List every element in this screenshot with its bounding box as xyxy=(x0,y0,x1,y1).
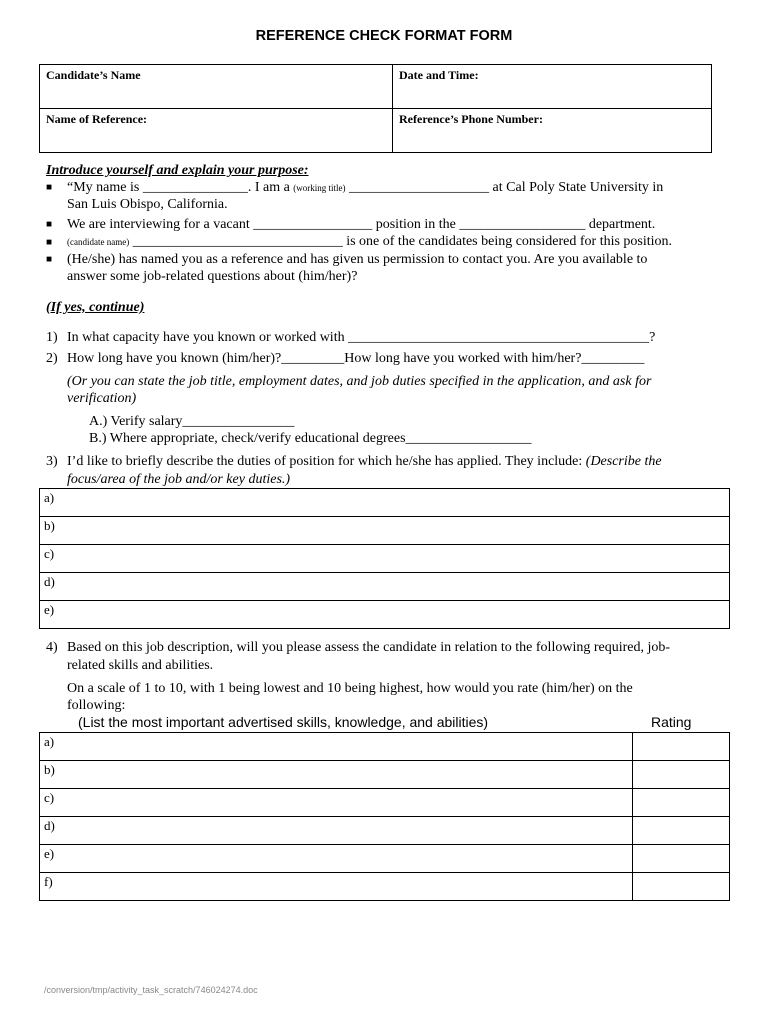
q2-sub-b: B.) Where appropriate, check/verify educational degrees__________________ xyxy=(89,431,532,446)
bullet-icon: ■ xyxy=(46,219,53,230)
rating-header: Rating xyxy=(651,714,692,730)
duty-row[interactable]: d) xyxy=(40,573,730,601)
if-yes-heading: (If yes, continue) xyxy=(46,300,145,315)
intro-bullet-2: We are interviewing for a vacant _________________ position in the __________________ department. xyxy=(67,217,656,232)
q3-text: I’d like to briefly describe the duties of position for which he/she has applied. They include: (Describe the xyxy=(67,454,662,469)
intro-bullet-4: (He/she) has named you as a reference and has given us permission to contact you. Are you available to xyxy=(67,252,648,267)
bullet-icon: ■ xyxy=(46,237,53,248)
skills-list-header: (List the most important advertised skills, knowledge, and abilities) xyxy=(78,714,489,730)
q2-text: How long have you known (him/her)?_________How long have you worked with him/her?_________ xyxy=(67,351,645,366)
intro-heading: Introduce yourself and explain your purpose: xyxy=(46,163,309,178)
intro-bullet-3: (candidate name) ______________________________ is one of the candidates being considered for this position. xyxy=(67,234,673,249)
page-title: REFERENCE CHECK FORMAT FORM xyxy=(255,28,513,44)
skill-row[interactable]: d) xyxy=(40,817,633,845)
skill-row[interactable]: a) xyxy=(40,733,633,761)
reference-name-field[interactable]: Name of Reference: xyxy=(40,109,393,153)
q4-number: 4) xyxy=(46,640,58,655)
duty-row[interactable]: b) xyxy=(40,517,730,545)
q4-scale-cont: following: xyxy=(67,698,126,713)
q4-text-cont: related skills and abilities. xyxy=(67,658,214,673)
skill-row[interactable]: b) xyxy=(40,761,633,789)
rating-cell[interactable] xyxy=(633,873,730,901)
rating-cell[interactable] xyxy=(633,845,730,873)
q2-note: (Or you can state the job title, employment dates, and job duties specified in the application, and ask for xyxy=(67,374,652,389)
rating-cell[interactable] xyxy=(633,789,730,817)
skill-row[interactable]: e) xyxy=(40,845,633,873)
skill-row[interactable]: c) xyxy=(40,789,633,817)
reference-phone-field[interactable]: Reference’s Phone Number: xyxy=(393,109,712,153)
q4-scale: On a scale of 1 to 10, with 1 being lowest and 10 being highest, how would you rate (him/her) on the xyxy=(67,681,633,696)
q2-note-cont: verification) xyxy=(67,391,137,406)
rating-cell[interactable] xyxy=(633,817,730,845)
duty-row[interactable]: e) xyxy=(40,601,730,629)
q1-number: 1) xyxy=(46,330,58,345)
bullet-icon: ■ xyxy=(46,254,53,265)
intro-bullet-4-cont: answer some job-related questions about (him/her)? xyxy=(67,269,358,284)
q3-text-cont: focus/area of the job and/or key duties.) xyxy=(67,472,291,487)
intro-bullet-1-cont: San Luis Obispo, California. xyxy=(67,197,228,212)
bullet-icon: ■ xyxy=(46,182,53,193)
q4-text: Based on this job description, will you please assess the candidate in relation to the following required, job- xyxy=(67,640,671,655)
skills-rating-table xyxy=(39,732,730,901)
q2-sub-a: A.) Verify salary________________ xyxy=(89,414,295,429)
duty-row[interactable]: c) xyxy=(40,545,730,573)
skill-row[interactable]: f) xyxy=(40,873,633,901)
candidate-info-table xyxy=(39,64,712,153)
q3-number: 3) xyxy=(46,454,58,469)
duties-table xyxy=(39,488,730,629)
file-path-footer: /conversion/tmp/activity_task_scratch/746024274.doc xyxy=(44,985,258,995)
duty-row[interactable]: a) xyxy=(40,489,730,517)
candidate-name-field[interactable]: Candidate’s Name xyxy=(40,65,393,109)
q1-text: In what capacity have you known or worked with ___________________________________________? xyxy=(67,330,656,345)
rating-cell[interactable] xyxy=(633,761,730,789)
date-time-field[interactable]: Date and Time: xyxy=(393,65,712,109)
q2-number: 2) xyxy=(46,351,58,366)
intro-bullet-1: “My name is _______________. I am a (working title) ____________________ at Cal Poly State University in xyxy=(67,180,664,195)
rating-cell[interactable] xyxy=(633,733,730,761)
